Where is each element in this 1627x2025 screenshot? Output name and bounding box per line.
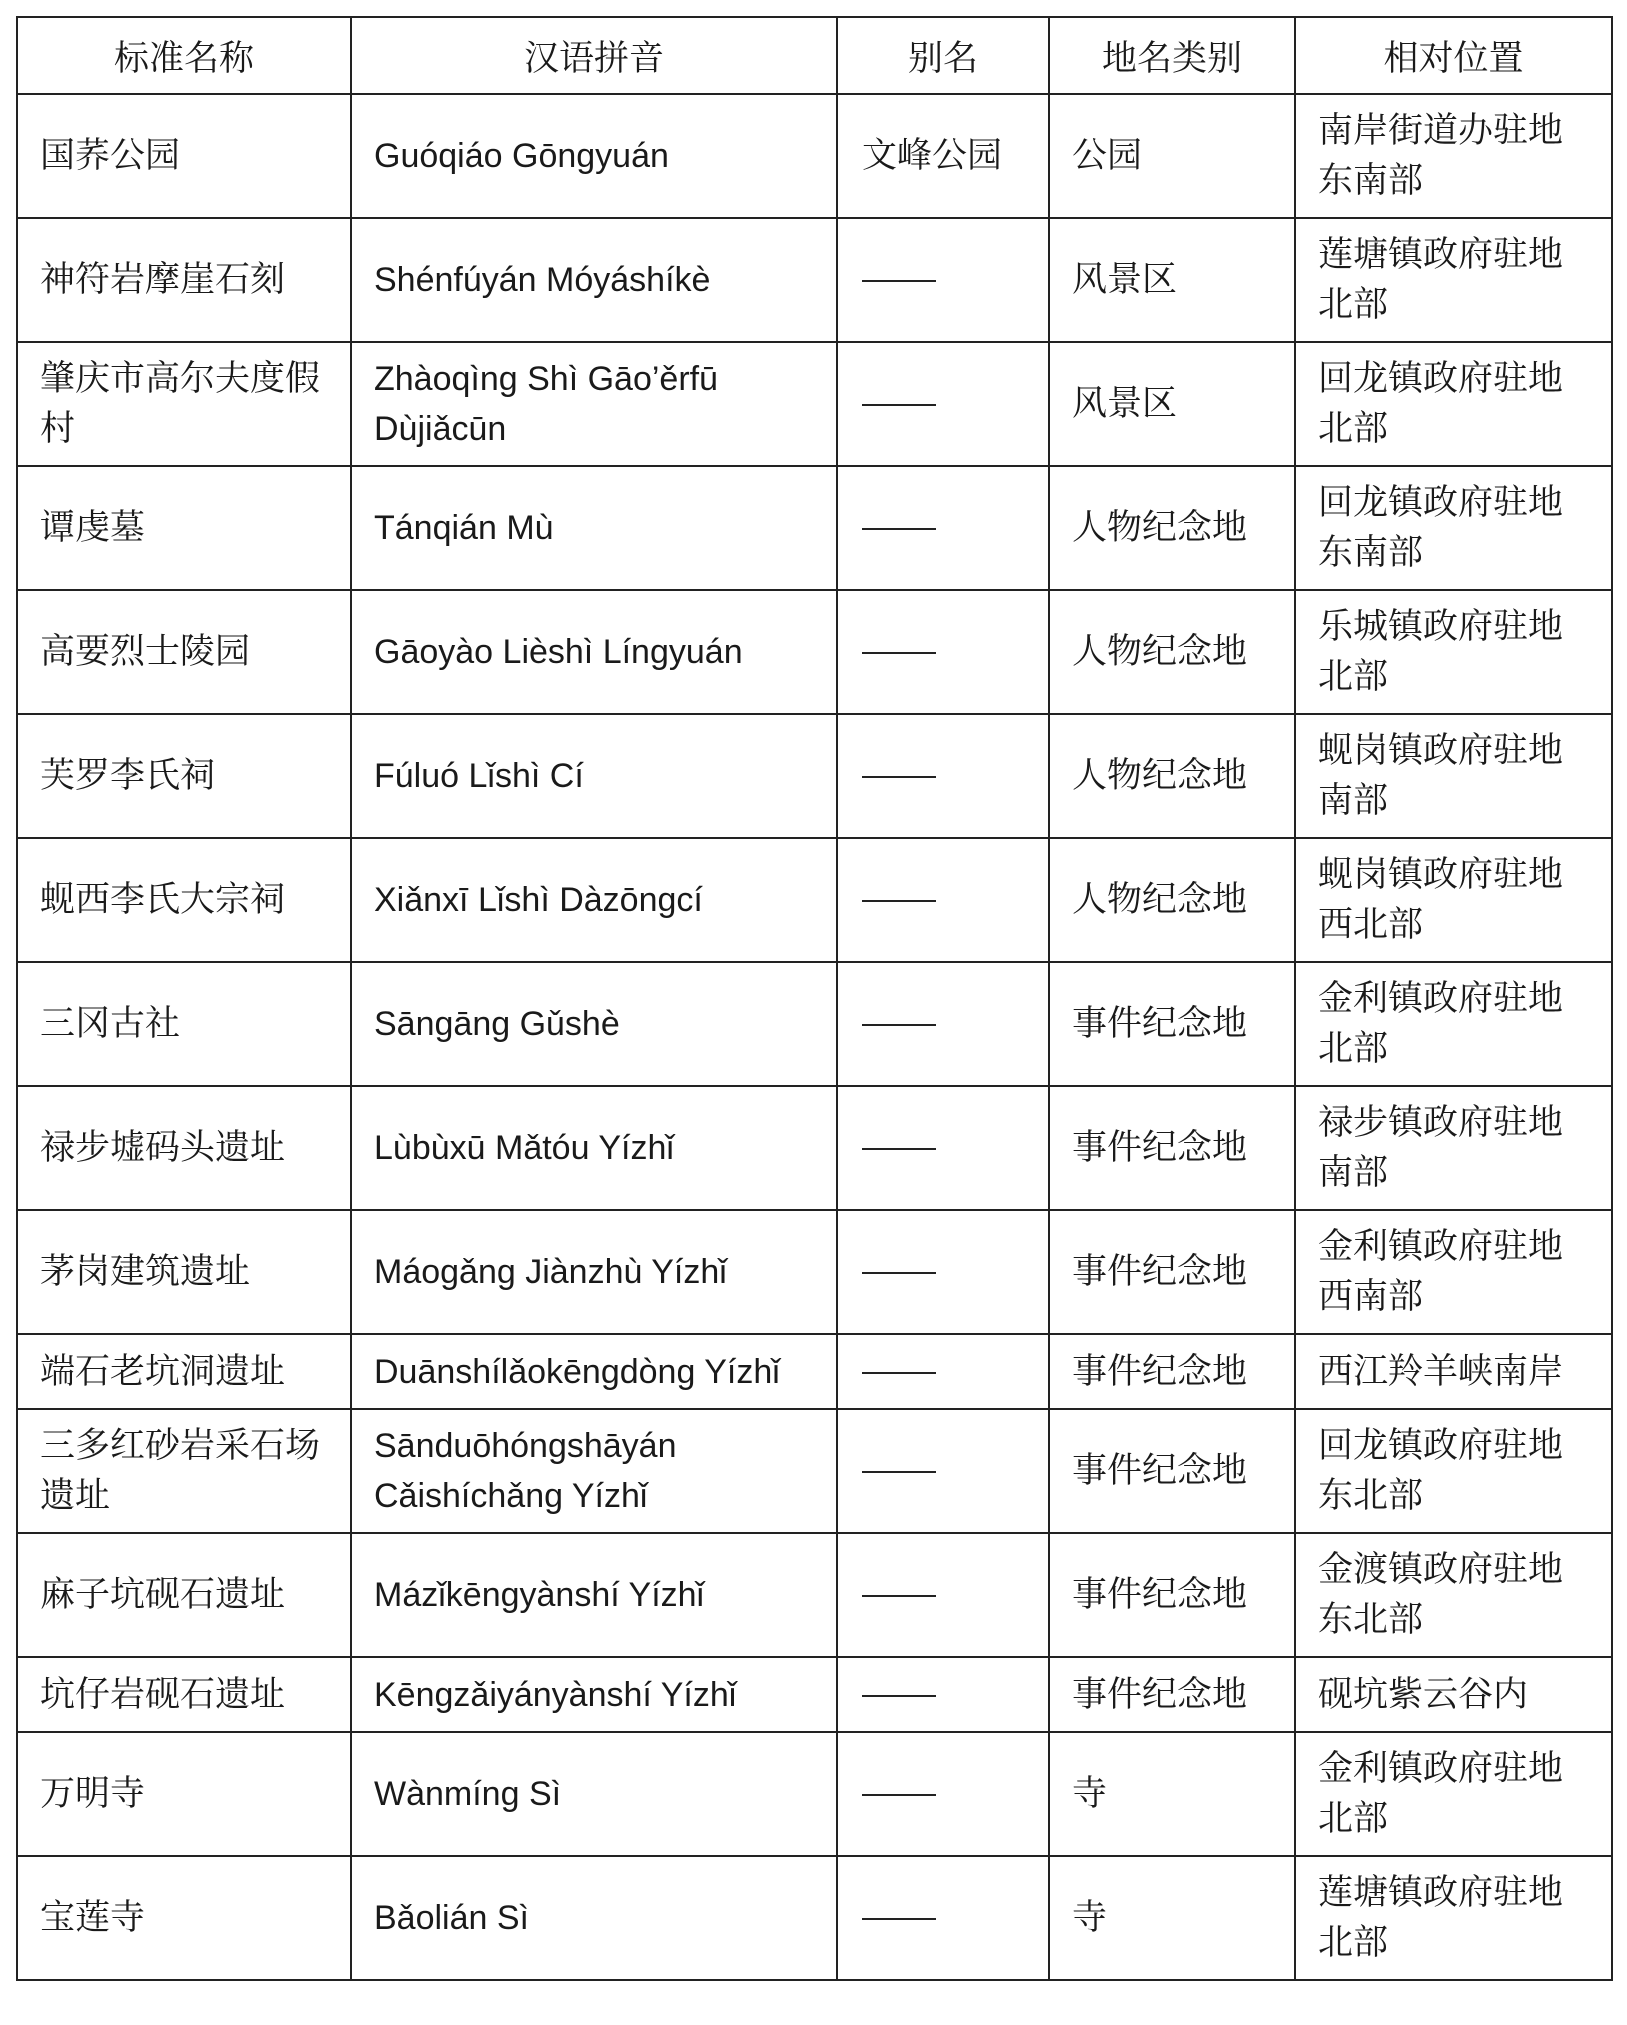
pinyin-cell: Lùbùxū Mǎtóu Yízhǐ [351,1086,837,1210]
standard-name-cell: 麻子坑砚石遗址 [17,1533,351,1657]
location-cell: 南岸街道办驻地东南部 [1295,94,1612,218]
location-cell: 金利镇政府驻地北部 [1295,962,1612,1086]
table-row [17,1732,1612,1856]
location-cell: 西江羚羊峡南岸 [1295,1334,1612,1409]
empty-alias-dash [862,1918,936,1920]
pinyin-cell: Mázǐkēngyànshí Yízhǐ [351,1533,837,1657]
location-cell: 禄步镇政府驻地南部 [1295,1086,1612,1210]
category-cell: 事件纪念地 [1049,1334,1295,1409]
alias-cell [837,1533,1049,1657]
standard-name-cell: 神符岩摩崖石刻 [17,218,351,342]
alias-cell [837,218,1049,342]
alias-cell [837,466,1049,590]
empty-alias-dash [862,1272,936,1274]
table-row [17,94,1612,218]
category-cell: 事件纪念地 [1049,1210,1295,1334]
standard-name-cell: 芙罗李氏祠 [17,714,351,838]
location-cell: 回龙镇政府驻地东北部 [1295,1409,1612,1533]
standard-name-cell: 谭虔墓 [17,466,351,590]
empty-alias-dash [862,280,936,282]
standard-name-cell: 肇庆市高尔夫度假村 [17,342,351,466]
pinyin-cell: Wànmíng Sì [351,1732,837,1856]
location-cell: 砚坑紫云谷内 [1295,1657,1612,1732]
alias-cell [837,1732,1049,1856]
alias-cell [837,838,1049,962]
pinyin-cell: Kēngzǎiyányànshí Yízhǐ [351,1657,837,1732]
alias-cell [837,1334,1049,1409]
category-cell: 风景区 [1049,342,1295,466]
table-row [17,1210,1612,1334]
header-pinyin: 汉语拼音 [351,17,837,94]
pinyin-cell: Shénfúyán Móyáshíkè [351,218,837,342]
location-cell: 回龙镇政府驻地北部 [1295,342,1612,466]
pinyin-cell: Xiǎnxī Lǐshì Dàzōngcí [351,838,837,962]
alias-cell [837,1409,1049,1533]
pinyin-cell: Zhàoqìng Shì Gāo’ěrfū Dùjiǎcūn [351,342,837,466]
category-cell: 寺 [1049,1856,1295,1980]
header-location: 相对位置 [1295,17,1612,94]
table-body [17,94,1612,1980]
pinyin-cell: Duānshílǎokēngdòng Yízhǐ [351,1334,837,1409]
standard-name-cell: 坑仔岩砚石遗址 [17,1657,351,1732]
table-row [17,466,1612,590]
standard-name-cell: 端石老坑洞遗址 [17,1334,351,1409]
standard-name-cell: 宝莲寺 [17,1856,351,1980]
location-cell: 乐城镇政府驻地北部 [1295,590,1612,714]
category-cell: 事件纪念地 [1049,1657,1295,1732]
category-cell: 人物纪念地 [1049,590,1295,714]
empty-alias-dash [862,900,936,902]
alias-cell [837,1210,1049,1334]
category-cell: 人物纪念地 [1049,714,1295,838]
empty-alias-dash [862,1471,936,1473]
location-cell: 莲塘镇政府驻地北部 [1295,1856,1612,1980]
pinyin-cell: Sānduōhóngshāyán Cǎishíchǎng Yízhǐ [351,1409,837,1533]
pinyin-cell: Guóqiáo Gōngyuán [351,94,837,218]
header-category: 地名类别 [1049,17,1295,94]
location-cell: 蚬岗镇政府驻地南部 [1295,714,1612,838]
standard-name-cell: 三多红砂岩采石场遗址 [17,1409,351,1533]
category-cell: 人物纪念地 [1049,838,1295,962]
empty-alias-dash [862,1794,936,1796]
table-row [17,1856,1612,1980]
pinyin-cell: Fúluó Lǐshì Cí [351,714,837,838]
table-row [17,838,1612,962]
empty-alias-dash [862,528,936,530]
standard-name-cell: 三冈古社 [17,962,351,1086]
alias-cell [837,714,1049,838]
alias-cell [837,1657,1049,1732]
pinyin-cell: Máogǎng Jiànzhù Yízhǐ [351,1210,837,1334]
category-cell: 人物纪念地 [1049,466,1295,590]
empty-alias-dash [862,1148,936,1150]
category-cell: 公园 [1049,94,1295,218]
location-cell: 金利镇政府驻地北部 [1295,1732,1612,1856]
standard-name-cell: 茅岗建筑遗址 [17,1210,351,1334]
empty-alias-dash [862,404,936,406]
place-name-table [16,16,1613,1981]
category-cell: 事件纪念地 [1049,1533,1295,1657]
pinyin-cell: Bǎolián Sì [351,1856,837,1980]
location-cell: 回龙镇政府驻地东南部 [1295,466,1612,590]
alias-cell [837,590,1049,714]
empty-alias-dash [862,1372,936,1374]
table-row [17,714,1612,838]
table-header-row [17,17,1612,94]
location-cell: 蚬岗镇政府驻地西北部 [1295,838,1612,962]
category-cell: 事件纪念地 [1049,1409,1295,1533]
table-row [17,962,1612,1086]
alias-cell: 文峰公园 [837,94,1049,218]
location-cell: 金渡镇政府驻地东北部 [1295,1533,1612,1657]
location-cell: 金利镇政府驻地西南部 [1295,1210,1612,1334]
pinyin-cell: Sāngāng Gǔshè [351,962,837,1086]
table-row [17,1086,1612,1210]
location-cell: 莲塘镇政府驻地北部 [1295,218,1612,342]
empty-alias-dash [862,1024,936,1026]
standard-name-cell: 禄步墟码头遗址 [17,1086,351,1210]
empty-alias-dash [862,1695,936,1697]
table-row [17,1533,1612,1657]
table-row [17,1409,1612,1533]
category-cell: 事件纪念地 [1049,962,1295,1086]
table-row [17,1334,1612,1409]
alias-cell [837,962,1049,1086]
empty-alias-dash [862,652,936,654]
pinyin-cell: Gāoyào Lièshì Língyuán [351,590,837,714]
table-row [17,342,1612,466]
alias-cell [837,342,1049,466]
table-row [17,1657,1612,1732]
standard-name-cell: 国荞公园 [17,94,351,218]
standard-name-cell: 蚬西李氏大宗祠 [17,838,351,962]
place-name-table-container [16,16,1611,1981]
table-row [17,218,1612,342]
pinyin-cell: Tánqián Mù [351,466,837,590]
category-cell: 风景区 [1049,218,1295,342]
standard-name-cell: 万明寺 [17,1732,351,1856]
alias-cell [837,1856,1049,1980]
empty-alias-dash [862,776,936,778]
empty-alias-dash [862,1595,936,1597]
standard-name-cell: 高要烈士陵园 [17,590,351,714]
header-alias: 别名 [837,17,1049,94]
alias-cell [837,1086,1049,1210]
header-standard-name: 标准名称 [17,17,351,94]
category-cell: 事件纪念地 [1049,1086,1295,1210]
table-row [17,590,1612,714]
category-cell: 寺 [1049,1732,1295,1856]
